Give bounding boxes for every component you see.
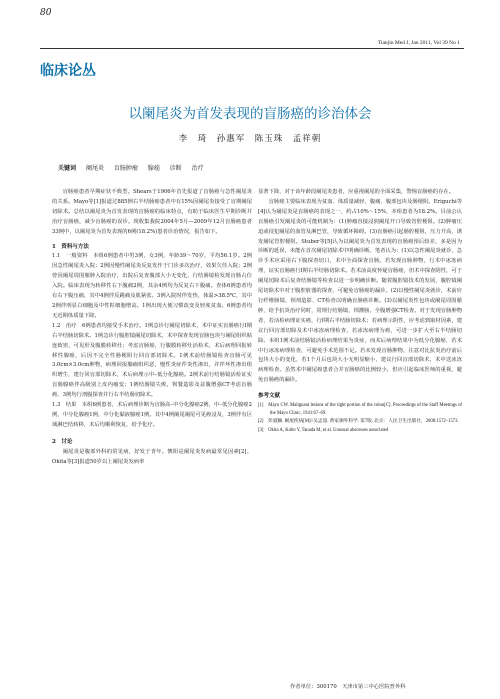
page-number: 80 <box>40 8 52 18</box>
paragraph-general-data: 1.1 一般资料 本组6例患者中男3例，女3例，年龄39～70岁，平均56.1岁。2例因急性阑尾炎入院；2例因慢性阑尾炎反复发作于门诊多次治疗，效果欠佳入院；2例曾因阑尾周围脓肿入院治疗，出院后复查腹部大小无变化，行结肠镜检发现盲肠占位入院。临床表现为转移性右下腹痛2例，其余4例均为反复右下腹痛。查体6例患者均有右下腹压痛，其中4例伴反跳痛及肌紧张。3例入院时伴发热，体温>38.5℃，其中2例伴明显白细胞及中性粒细胞增高。1例出现大便习惯改变及轻度贫血。6例患者均无近期体质量下降。 <box>52 253 252 319</box>
reference-item: [1] Mayo CW. Malignant lesions of the right portion of the colon[C]. Proceedings of the Staff Meetings of the Mayo Clinic, 1941:67–69. <box>258 403 462 416</box>
article-title: 以阑尾炎为首发表现的盲肠癌的诊治体会 <box>128 106 372 122</box>
keyword-item: 治疗 <box>191 165 204 172</box>
right-column <box>258 188 462 435</box>
keyword-item: 腺癌 <box>147 165 160 172</box>
section-heading: 1 资料与方法 <box>52 243 89 250</box>
authors: 李 琦 孙惠军 陈玉珠 孟祥朝 <box>178 134 322 144</box>
header-rule <box>40 48 464 49</box>
paragraph-treatment: 1.2 治疗 6例患者均接受手术治疗。1例急诊行阑尾切除术，术中证实盲肠癌行Ⅰ期右半结肠切除术。1例急诊行腹腔镜阑尾切除术，术中探查发现盲肠包块与阑尾组织粘连致密，可见肝及腹膜转移灶；考虑盲肠癌，行腹膜转移灶活检术，术后病理回报转移性腺癌，后因不完全性肠梗阻行回盲部切除术。1例术前结肠镜检查盲肠可见3.0cm×3.0cm肿物，病理回报腺瘤组织恶，慢性炎症件炎性渗出，并伴坏性渗出组织增生，建行回盲部切除术，术后病理示中–低分化腺癌。2例术前行结肠镜活检证实盲肠腺癌伴高级别上皮内瘤变；1例结肠镜失败，钡餐造影及盆腹增强CT考虑盲肠癌，3例均行剖腹探查并行右半结肠切除术。 <box>52 322 252 399</box>
author-affiliation: 作者单位：300170 天津市第三中心医院普外科 <box>290 684 406 690</box>
keywords <box>58 163 212 172</box>
paragraph-results: 1.3 结果 本组6例患者，术后病理诊断为盲肠高–中分化腺癌2例，中–低分化腺癌2例，中分化腺癌1例，中分化黏液腺癌1例。其中4例阑尾阑尾可见癌浸及，3例伴有区域淋巴结转移，术后均顺利恢复，给予化疗。 <box>52 402 252 428</box>
references-title: 参考文献 <box>258 393 281 400</box>
column-name: 临床论丛 <box>40 63 96 79</box>
journal-citation: Tianjin Med J, Jan 2011, Vol 39 No 1 <box>377 40 460 46</box>
section-heading: 2 讨论 <box>52 438 73 445</box>
intro-paragraph: 盲肠癌患者早期症状不典型。Shears于1906年首先报道了盲肠癌与急性阑尾炎的关系。Mayo等[1]报道过885例右半结肠癌患者中有15%因阑尾炎接受了盲期阑尾切除术。总结以阑尾炎为首发表现的盲肠癌的临床特点，有助于临床医生早期诊断并治疗盲肠癌，减少盲肠癌的误诊。现收集我院2004年5月—2009年12月盲肠癌患者33例中，以阑尾炎为首发表现的6例(18.2%)患者诊治情况，报告如下。 <box>52 189 252 235</box>
keyword-item: 阑尾炎 <box>85 165 104 172</box>
left-column <box>52 188 252 467</box>
paragraph-discussion: 阑尾炎是腹部外科的常见病，好发于青年。懊阻是阑尾炎发病最常见因素[2]。Okita等[3]报道50岁以上阑尾炎发病率 <box>52 448 252 465</box>
reference-item: [2] 彭淑牖. 阑尾疾病[M]//吴孟超. 黄家驷外科学. 第7版. 北京：人民卫生出版社，2008:1572–1573. <box>258 419 459 425</box>
reference-item: [3] Okita A, Kubo Y, Tanada M, et al. Unusual abscesses associated <box>258 427 389 433</box>
keyword-item: 诊断 <box>169 165 182 172</box>
paragraph-discussion-main: 盲肠癌主要临床表现为贫血、体质量减轻、腹痛、腹部包块及肠梗阻。Eriguchi等[4]认为阑尾炎是盲肠癌的表现之一，约占10%～15%，本组患者为18.2%。目前公认盲肠癌引发阑尾炎的可能机制为：(1)肿瘤直接浸润阑尾开口导致管腔梗阻。(2)肿瘤压迫或侵犯阑尾的血管及淋巴管，导致循环障碍。(3)盲肠癌引起肠腔梗阻，压力升高，诱发阑尾管腔梗阻。Stuber等[5]认为以阑尾炎为首发表现的盲肠癌预后较差，多是因为诊断的延误，未能在首次阑尾切除术中明确诊断。笔者认为：(1)以急性阑尾炎就诊，急诊手术应采用右下腹探查切口，术中全面探查盲肠。若发现盲肠肿物，行术中冰冻病理，证实盲肠癌行Ⅰ期右半结肠切除术。若术前高度怀疑盲肠癌，但术中探查阴性，可于阑尾切除术后复查结肠镜等检查以进一步明确诊断。随着腹腔镜技术的发展，腹腔镜阑尾切除术中对于腹腔脏器的探查，可避免盲肠癌的漏诊。(2)以慢性阑尾炎就诊，术前应行纤维肠镜、钡剂造影、CT检查以明确盲肠癌诊断。(3)以阑尾炎性包块或阑尾周围脓肿，给予抗炎治疗同时，常规行结肠镜、钡灌肠、全腹增强CT检查。对于发现盲肠肿物者，若活检病理证实癌，行Ⅰ期右半结肠切除术；若病理示阴性，应考虑到取材因素，建议行回盲部切除及术中冰冻病理检查，若冰冻病理为癌，可进一步扩大至右半结肠切除。本组1例术前结肠镜活检病理结果为炎症，而术后病理结果中为低分化腺癌，若术中行冰冻病理检查，可避免手术范围不足。若未发现盲肠肿物，注意对比抗炎治疗前后包块大小的变化，若1个月后包块大小无明显缩小，建议行回盲部切除术，术中送冰冻病理检查。虽然术中阑尾癌患者合并盲肠癌的比例较小，但应引起临床医师的重视，避免盲肠癌的漏诊。 <box>258 198 462 384</box>
references-list <box>258 402 462 434</box>
paragraph-continued: 显著下降，对于该年龄段阑尾炎患者，应重视阑尾的全面采集，警惕盲肠癌的存在。 <box>258 189 454 195</box>
keywords-label: 关键词 <box>58 165 77 172</box>
keyword-item: 盲肠肿瘤 <box>113 165 138 172</box>
